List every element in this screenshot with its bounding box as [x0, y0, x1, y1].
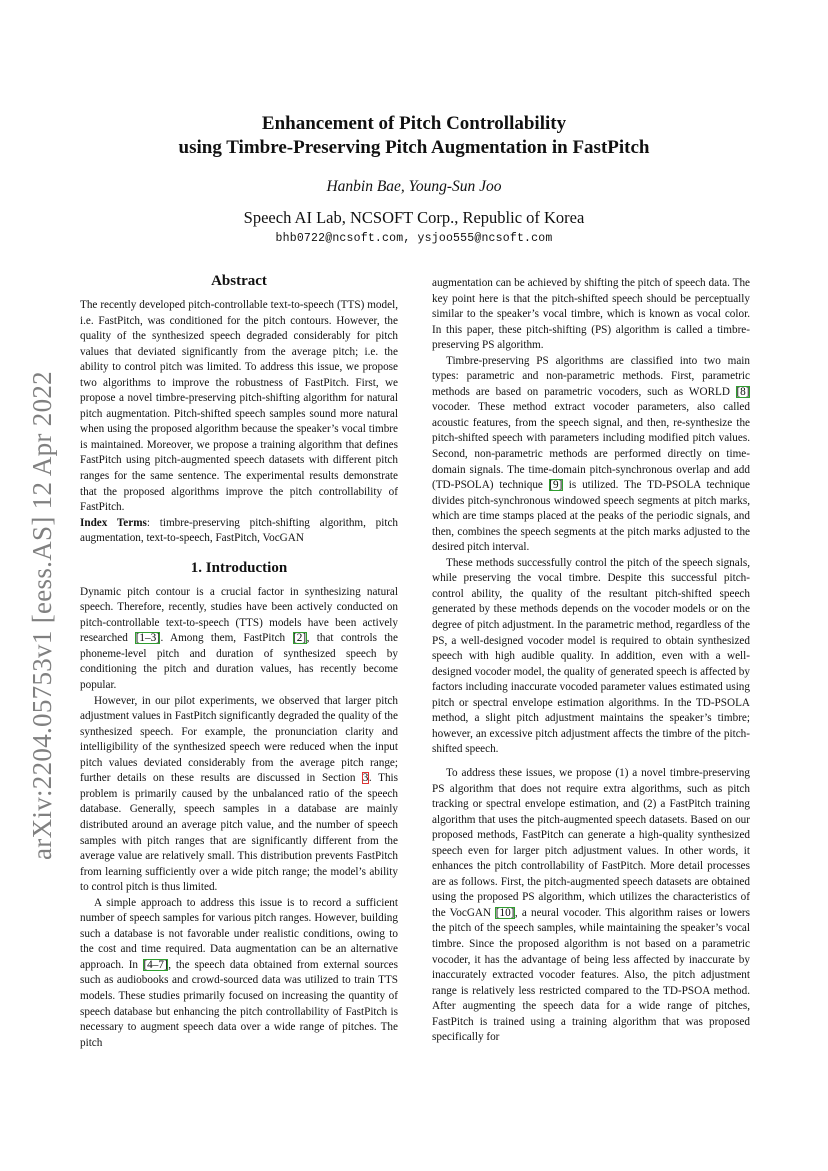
abstract-heading: Abstract — [211, 273, 267, 289]
title-block — [80, 112, 748, 245]
intro-p3-text-a: A simple approach to address this issue is to record a sufficient number of speech samples for various pitch ranges. However, building such a database is not favorable under realistic conditions, owing to the cost and time required. Data augmentation can be an alternative approach. In — [80, 896, 398, 971]
section-link[interactable]: 3 — [362, 772, 369, 785]
abstract-text: The recently developed pitch-controllable text-to-speech (TTS) model, i.e. FastPitch, was conditioned for the pitch contours. However, the quality of the synthesized speech degraded considerably for pitch values that deviated significantly from the average pitch; i.e. the ability to control pitch was limited. To address this issue, we propose two algorithms to improve the robustness of FastPitch. First, we propose a novel timbre-preserving pitch-shifting algorithm for natural pitch augmentation. Pitch-shifted speech samples sound more natural when using the proposed algorithm because the speaker’s vocal timbre is maintained. Moreover, we propose a training algorithm that defines FastPitch using pitch-augmented speech datasets with different pitch ranges for the same sentence. The experimental results demonstrate that the proposed algorithms improve the pitch controllability of FastPitch. — [80, 299, 398, 514]
right-p4-text-b: , a neural vocoder. This algorithm raises or lowers the pitch of the speech samples, while maintaining the speaker’s vocal timbre. Since the proposed algorithm is not based on a parametric vocoder, it has the advantage of being less affected by inaccurate by inaccurately extracted vocoder features. Also, the pitch adjustment range is relatively less restricted compared to the TD-PSOA method. After augmenting the speech data for a wide range of pitches, FastPitch is trained using a training algorithm that was proposed specifically for — [432, 906, 750, 1044]
right-p4-text-a: To address these issues, we propose (1) a novel timbre-preserving PS algorithm that does not require extra algorithms, such as pitch tracking or spectral envelope estimation, and (2) a FastPitch training algorithm that uses the pitch-augmented speech datasets. Based on our proposed methods, FastPitch can generate a high-quality synthesized speech even for larger pitch adjustment values. In other words, it enhances the pitch controllability of FastPitch. More detail processes are as follows. First, the pitch-augmented speech datasets are obtained using the proposed PS algorithm, which utilizes the characteristics of the VocGAN — [432, 766, 750, 919]
intro-p1-text-a: Dynamic pitch contour is a crucial factor in synthesizing natural speech. Therefore, recently, studies have been actively conducted on pitch-controllable text-to-speech (TTS) models have been actively researched — [80, 585, 398, 645]
citation-link[interactable]: [2] — [293, 632, 307, 645]
arxiv-sidebar — [22, 355, 62, 875]
right-paragraph-1: augmentation can be achieved by shifting the pitch of speech data. The key point here is that the pitch-shifted speech should be perceptually similar to the speaker’s vocal timbre, which is known as vocal color. In this paper, these pitch-shifting (PS) algorithm is called a timbre-preserving PS algorithm. — [432, 277, 750, 352]
right-paragraph-3: These methods successfully control the pitch of the speech signals, while preserving the vocal timbre. Despite this successful pitch-control ability, the quality of the resultant pitch-shifted speech generated by these methods depends on the vocoder models or on the degree of pitch adjustment. In the parametric method, regardless of the PS, a well-designed vocoder model is required to obtain synthesized speech with high audible quality. In addition, even with a well-designed vocoder model, the quality of generated speech is affected by factors including inaccurate vocoded parameter values estimated using pitch or spectral envelope estimation algorithms. In the TD-PSOLA method, a slight pitch adjustment maintains the speaker’s timbre; however, an excessive pitch adjustment affects the timbre of the pitch-shifted speech. — [432, 556, 750, 756]
index-terms-label: Index Terms — [80, 516, 147, 529]
right-paragraph-2 — [432, 354, 750, 556]
right-column — [432, 276, 750, 1046]
intro-p2-text-b: . This problem is primarily caused by the unbalanced ratio of the speech database. Generally, speech samples in a database are mainly distributed around an average pitch value, and the number of speech samples with pitch ranges that are significantly different from the average value are relatively small. This distribution prevents FastPitch from learning sufficiently over a wide pitch range; the model’s ability to control pitch is thus limited. — [80, 772, 399, 894]
affiliation: Speech AI Lab, NCSOFT Corp., Republic of Korea — [243, 208, 585, 227]
intro-p3-text-b: , the speech data obtained from external sources such as audiobooks and crowd-sourced data was utilized to train TTS models. These studies primarily focused on increasing the quantity of speech database but enhancing the pitch controllability of FastPitch is necessary to augment speech data over a wide range of pitches. The pitch — [80, 958, 398, 1049]
citation-link[interactable]: [9] — [549, 479, 563, 492]
author-emails: bhb0722@ncsoft.com, ysjoo555@ncsoft.com — [275, 232, 553, 245]
intro-paragraph-1 — [80, 585, 398, 694]
right-p2-text-b: vocoder. These method extract vocoder parameters, also called acoustic features, from the speech signal, and then, re-synthesize the pitch-shifted speech with parameters including modified pitch values. Second, non-parametric methods are performed directly on time-domain signals. The time-domain pitch-synchronous overlap and add (TD-PSOLA) technique — [432, 401, 750, 492]
title-line-1: Enhancement of Pitch Controllability — [261, 113, 567, 134]
paragraph-gap — [432, 758, 750, 766]
intro-p2-text-a: However, in our pilot experiments, we observed that larger pitch adjustment values in FastPitch significantly degraded the quality of the synthesized speech. For example, the pronunciation clarity and intelligibility of the synthesized speech were reduced when the input pitch values deviated considerably from the average pitch range; further details on these results are discussed in Section — [80, 694, 398, 785]
authors: Hanbin Bae, Young-Sun Joo — [326, 178, 502, 195]
right-p2-text-a: Timbre-preserving PS algorithms are classified into two main types: parametric and non-parametric methods. First, parametric methods are based on parametric vocoders, such as WORLD — [432, 354, 750, 398]
intro-paragraph-3 — [80, 896, 398, 1051]
paper-title — [80, 112, 748, 160]
citation-link[interactable]: [10] — [495, 906, 515, 919]
right-p2-text-c: is utilized. The TD-PSOLA technique divides pitch-synchronous windowed speech segments at pitch marks, which are time stamps placed at the peaks of the periodic signals, and then, combines the speech segments at the pitch marks adjusted to the desired pitch interval. — [432, 479, 751, 554]
right-paragraph-4 — [432, 766, 750, 1046]
arxiv-identifier: arXiv:2204.05753v1 [eess.AS] 12 Apr 2022 — [26, 370, 57, 860]
left-column — [80, 272, 398, 1051]
intro-p1-text-c: , that controls the phoneme-level pitch and duration of synthesized speech by conditioning the pitch and duration values, has recently become popular. — [80, 632, 398, 692]
title-line-2: using Timbre-Preserving Pitch Augmentation in FastPitch — [178, 137, 650, 158]
citation-link[interactable]: [8] — [736, 385, 750, 398]
intro-paragraph-2 — [80, 694, 398, 896]
index-terms-text: : timbre-preserving pitch-shifting algorithm, pitch augmentation, text-to-speech, FastPitch, VocGAN — [80, 516, 398, 545]
introduction-heading: 1. Introduction — [190, 559, 288, 576]
citation-link[interactable]: [4–7] — [143, 958, 168, 971]
citation-link[interactable]: [1–3] — [135, 632, 160, 645]
intro-p1-text-b: . Among them, FastPitch — [160, 632, 293, 645]
index-terms — [80, 516, 398, 547]
